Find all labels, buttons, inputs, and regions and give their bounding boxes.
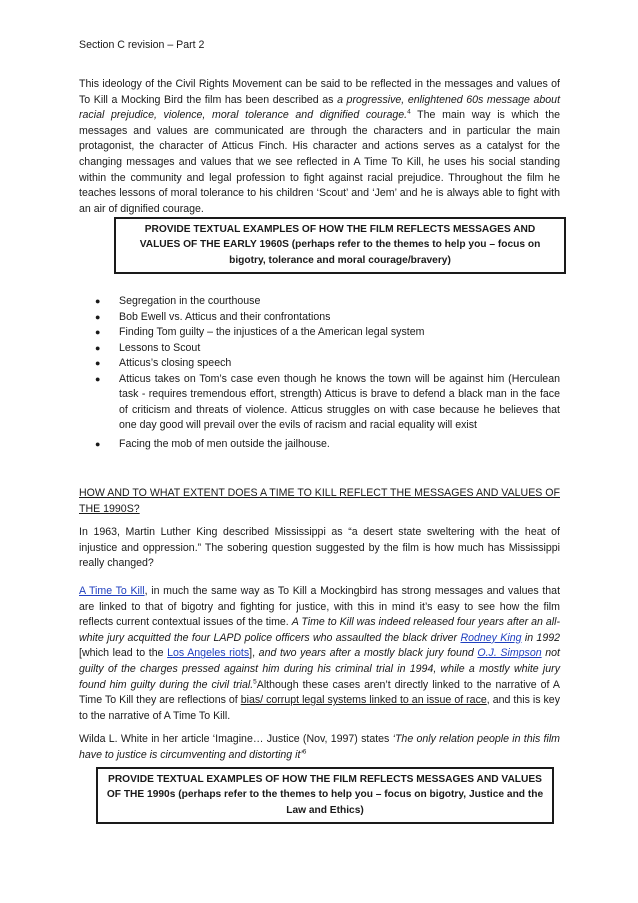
intro-text-c: The main way is which the messages and values are communicated are through the characters and in particular the main protagonist, the character of Atticus Finch. His character and actions serves as a catalyst for the changing messages and values that we see reflected in A Time To Kill, he uses his social standing within the community and legal profession to fight against racial prejudice. Throughout the film he teaches lessons of moral tolerance to his children ‘Scout’ and ‘Jem’ and he is always able to fight with an air of dignified courage. xyxy=(79,109,560,215)
link-a-time-to-kill[interactable]: A Time To Kill xyxy=(79,585,145,597)
footnote-ref-4: 4 xyxy=(407,108,411,116)
page-header: Section C revision – Part 2 xyxy=(79,39,205,51)
list-item: ● Facing the mob of men outside the jailhouse. xyxy=(95,437,560,453)
list-item: ● Bob Ewell vs. Atticus and their confrontations xyxy=(95,310,560,326)
white-quote: ‘The only relation people in this film have to justice is circumventing and distorting it’ xyxy=(79,733,560,761)
underlined-phrase: bias/ corrupt legal systems linked to an issue of race xyxy=(240,694,487,707)
task-box-1990s: PROVIDE TEXTUAL EXAMPLES OF HOW THE FILM REFLECTS MESSAGES AND VALUES OF THE 1990s (perhaps refer to the themes to help you – focus on bigotry, Justice and the Law and Ethics) xyxy=(96,767,554,824)
footnote-ref-6: 6 xyxy=(302,748,307,756)
list-item: ● Segregation in the courthouse xyxy=(95,294,560,310)
intro-quote: a progressive, enlightened 60s message about racial prejudice, violence, moral tolerance and dignified courage. xyxy=(79,93,561,122)
task-box-1960s: PROVIDE TEXTUAL EXAMPLES OF HOW THE FILM REFLECTS MESSAGES AND VALUES OF THE EARLY 1960S (perhaps refer to the themes to help you – focus on bigotry, tolerance and moral courage/bravery) xyxy=(114,217,566,274)
bullet-icon: ● xyxy=(95,327,101,337)
intro-paragraph xyxy=(79,77,560,217)
white-quote-paragraph: Wilda L. White in her article ‘Imagine… Justice (Nov, 1997) states ‘The only relation people in this film have to justice is circumventing and distorting it’$^6$ xyxy=(79,733,560,761)
list-item: ● Atticus takes on Tom’s case even though he knows the town will be against him (Herculean task - requires tremendous effort, strength) Atticus is brave to defend a black man in the face of criticism and threats of violence. Atticus struggles on with case because he believes that one day good will prevail over the evils of racism and racial equality will exist xyxy=(95,372,560,431)
context-paragraph: A Time To Kill, in much the same way as To Kill a Mockingbird has strong messages and values that are linked to that of bigotry and fighting for justice, with this in mind it’s easy to see how the film reflects current contextual issues of the time. A Time to Kill was indeed released four years after an all-white jury acquitted the four LAPD police officers who assaulted the black driver Rodney King in 1992 [which lead to the Los Angeles riots], and two years after a mostly black jury found O.J. Simpson not guilty of the charges pressed against him during his criminal trial in 1994, while a mostly white jury found him guilty during the civil trial.$^5$Although these cases aren’t directly linked to the narrative of A Time To Kill they are reflections of bias/ corrupt legal systems linked to an issue of race, and this is key to the narrative of A Time To Kill. xyxy=(79,585,561,722)
bullet-icon: ● xyxy=(95,311,101,322)
footnote-ref-5: 5 xyxy=(253,678,257,686)
link-rodney-king[interactable]: Rodney King xyxy=(460,631,522,644)
list-item: ● Lessons to Scout xyxy=(95,341,560,357)
bullet-icon: ● xyxy=(95,296,101,306)
list-item: ● Atticus’s closing speech xyxy=(95,356,560,372)
bullet-icon: ● xyxy=(95,358,101,368)
section-heading-1990s: HOW AND TO WHAT EXTENT DOES A TIME TO KILL REFLECT THE MESSAGES AND VALUES OF THE 1990S? xyxy=(79,487,560,515)
bullet-icon: ● xyxy=(95,373,101,384)
examples-list xyxy=(95,294,560,452)
bullet-icon: ● xyxy=(95,438,101,449)
mlk-paragraph: In 1963, Martin Luther King described Mississippi as “a desert state sweltering with the heat of injustice and oppression.” The sobering question suggested by the film is how much has Mississippi really changed? xyxy=(79,526,560,570)
bullet-icon: ● xyxy=(95,342,101,353)
list-item: ● Finding Tom guilty – the injustices of a the American legal system xyxy=(95,325,560,341)
link-oj-simpson[interactable]: O.J. Simpson xyxy=(477,647,542,660)
intro-text-a: This ideology of the Civil Rights Movement can be said to be reflected in the messages and values of To Kill a Mocking Bird the film has been described as xyxy=(79,78,560,106)
link-los-angeles-riots[interactable]: Los Angeles riots xyxy=(167,647,250,660)
